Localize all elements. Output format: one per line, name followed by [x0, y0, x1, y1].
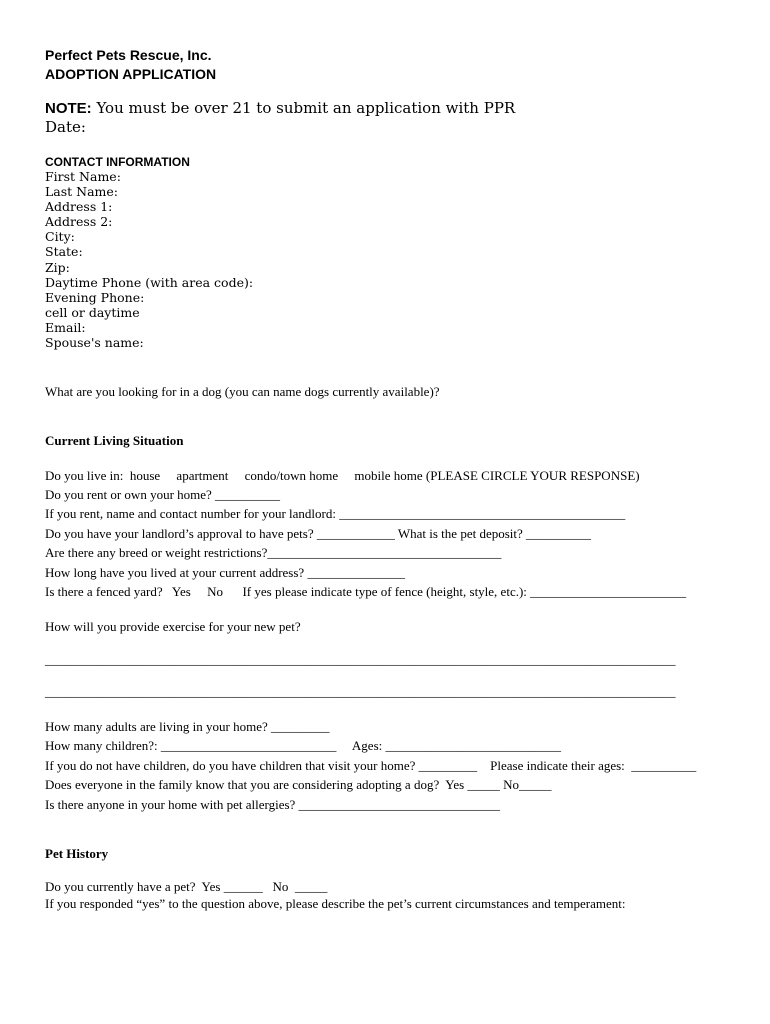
- dog-preference-question: What are you looking for in a dog (you can name dogs currently available)?: [45, 384, 440, 399]
- exercise-answer-line-1: _________________________________________________________________________________________________: [45, 652, 676, 667]
- date-label: Date:: [45, 118, 86, 136]
- family-agreement-question: Does everyone in the family know that you are considering adopting a dog? Yes _____ No_____: [45, 777, 552, 792]
- field-address-2: Address 2:: [45, 214, 113, 230]
- current-pet-question: Do you currently have a pet? Yes ______ No _____: [45, 879, 328, 894]
- pet-allergies-question: Is there anyone in your home with pet allergies? _______________________________: [45, 797, 501, 812]
- pet-history-heading: Pet History: [45, 846, 109, 861]
- home-type-question: Do you live in: house apartment condo/town home mobile home (PLEASE CIRCLE YOUR RESPONSE): [45, 468, 640, 483]
- fenced-yard-question: Is there a fenced yard? Yes No If yes please indicate type of fence (height, style, etc.): ________________________: [45, 584, 687, 599]
- field-city: City:: [45, 229, 75, 245]
- field-zip: Zip:: [45, 259, 70, 275]
- contact-fields: [45, 169, 253, 350]
- organization-name: Perfect Pets Rescue, Inc.: [45, 47, 212, 63]
- application-title: ADOPTION APPLICATION: [45, 66, 217, 82]
- living-situation-heading: Current Living Situation: [45, 433, 184, 448]
- exercise-answer-line-2: _________________________________________________________________________________________________: [45, 684, 676, 699]
- breed-restrictions-question: Are there any breed or weight restrictions?____________________________________: [45, 545, 502, 560]
- time-at-address-question: How long have you lived at your current address? _______________: [45, 565, 405, 580]
- field-last-name: Last Name:: [45, 184, 119, 200]
- field-evening-phone: Evening Phone:: [45, 289, 145, 305]
- field-cell-or-daytime: cell or daytime: [45, 304, 140, 320]
- age-note: [45, 99, 515, 117]
- field-state: State:: [45, 244, 83, 260]
- field-email: Email:: [45, 319, 86, 335]
- field-daytime-phone: Daytime Phone (with area code):: [45, 274, 254, 290]
- rent-or-own-question: Do you rent or own your home? __________: [45, 487, 281, 502]
- landlord-approval-question: Do you have your landlord’s approval to have pets? ____________ What is the pet deposit? __________: [45, 526, 592, 541]
- field-address-1: Address 1:: [45, 199, 113, 215]
- exercise-question: How will you provide exercise for your new pet?: [45, 619, 301, 634]
- contact-info-heading: CONTACT INFORMATION: [45, 155, 190, 169]
- note-text: You must be over 21 to submit an application with PPR: [91, 99, 516, 117]
- visiting-children-question: If you do not have children, do you have children that visit your home? _________ Please indicate their ages: __________: [45, 758, 697, 773]
- adults-question: How many adults are living in your home? _________: [45, 719, 330, 734]
- field-first-name: First Name:: [45, 169, 121, 184]
- pet-circumstances-question: If you responded “yes” to the question above, please describe the pet’s current circumstances and temperament:: [45, 896, 626, 911]
- children-question: How many children?: ___________________________ Ages: ___________________________: [45, 738, 561, 753]
- field-spouse-name: Spouse's name:: [45, 335, 144, 351]
- landlord-contact-question: If you rent, name and contact number for your landlord: ____________________________________________: [45, 506, 626, 521]
- note-label: NOTE:: [45, 100, 92, 117]
